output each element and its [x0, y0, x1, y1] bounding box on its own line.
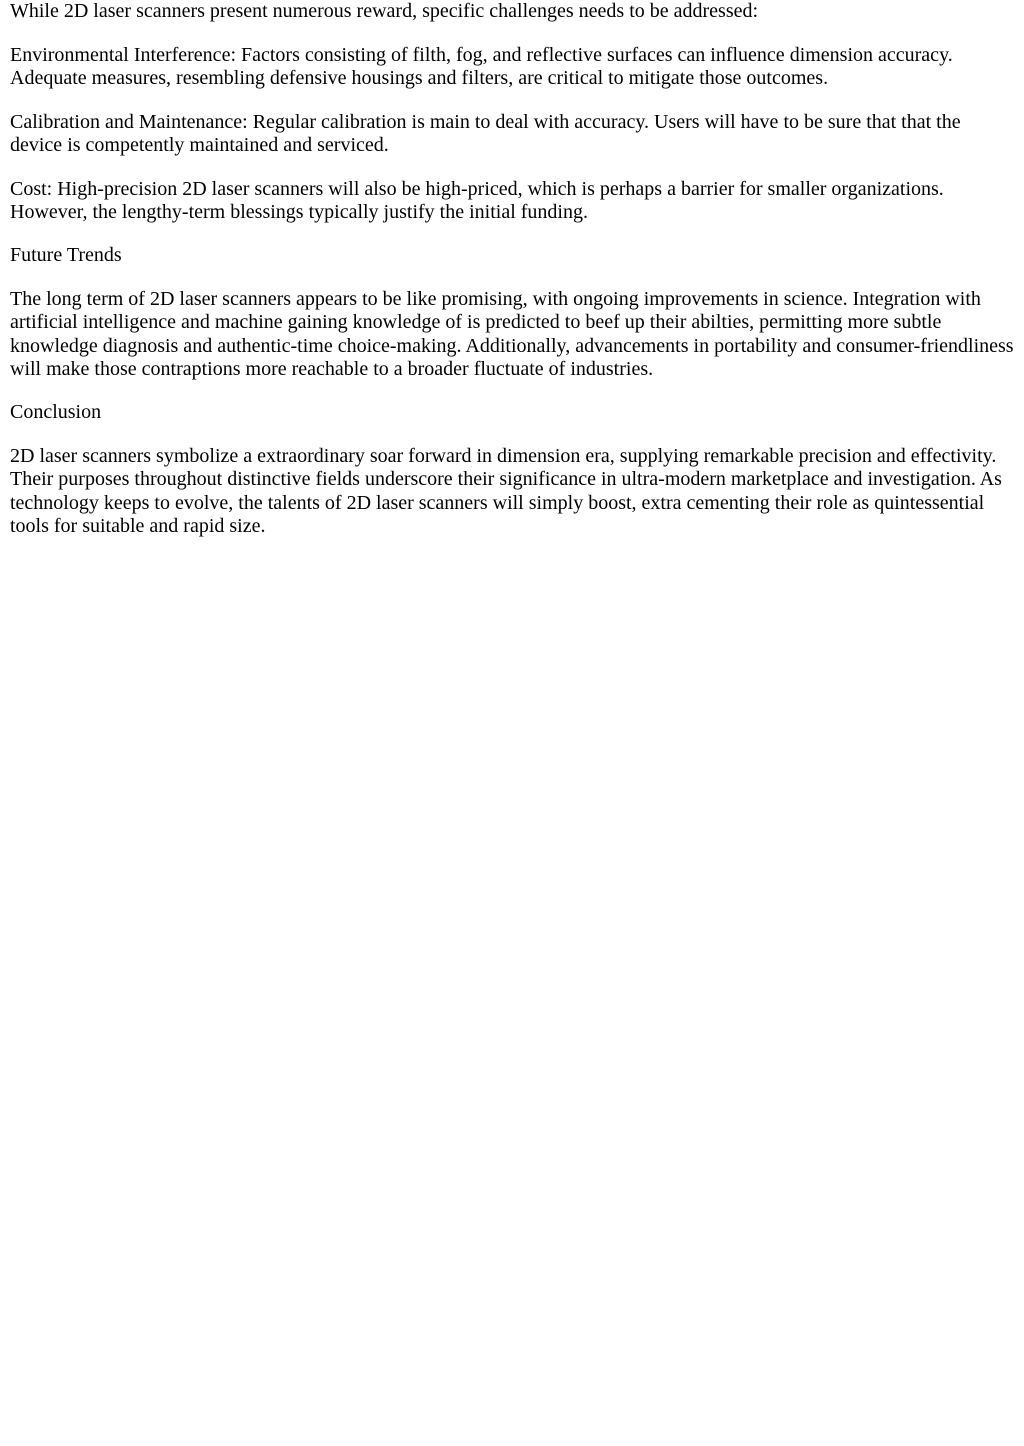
document-body: [10, 0, 1014, 538]
conclusion-heading: Conclusion: [10, 401, 102, 424]
cost-paragraph: Cost: High-precision 2D laser scanners will also be high-priced, which is perhaps a barrier for smaller organizations. However, the lengthy-term blessings typically justify the initial funding.: [10, 177, 944, 223]
future-trends-paragraph: The long term of 2D laser scanners appears to be like promising, with ongoing improvements in science. Integration with artificial intelligence and machine gaining knowledge of is predicted to beef up their abilties, permitting more subtle knowledge diagnosis and authentic-time choice-making. Additionally, advancements in portability and consumer-friendliness will make those contraptions more reachable to a broader fluctuate of industries.: [10, 288, 1014, 380]
calibration-maintenance-paragraph: Calibration and Maintenance: Regular calibration is main to deal with accuracy. Users will have to be sure that that the device is competently maintained and serviced.: [10, 110, 961, 156]
future-trends-heading: Future Trends: [10, 244, 122, 267]
conclusion-paragraph: 2D laser scanners symbolize a extraordinary soar forward in dimension era, supplying remarkable precision and effectivity. Their purposes throughout distinctive fields underscore their significance in ultra-modern marketplace and investigation. As technology keeps to evolve, the talents of 2D laser scanners will simply boost, extra cementing their role as quintessential tools for suitable and rapid size.: [10, 445, 1002, 537]
intro-paragraph: While 2D laser scanners present numerous reward, specific challenges needs to be addressed:: [10, 0, 759, 22]
environmental-interference-paragraph: Environmental Interference: Factors consisting of filth, fog, and reflective surfaces can influence dimension accuracy. Adequate measures, resembling defensive housings and filters, are critical to mitigate those outcomes.: [10, 43, 953, 89]
